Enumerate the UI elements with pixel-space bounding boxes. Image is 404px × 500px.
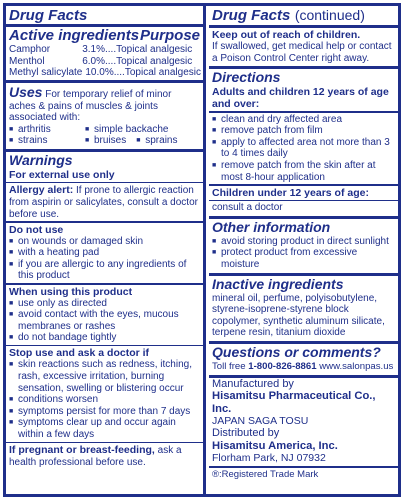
list-item: ■ apply to affected area not more than 3 to 4 times daily	[212, 137, 395, 160]
drug-facts-label	[3, 3, 401, 497]
when-using-heading: When using this product	[9, 285, 133, 298]
list-item: ■ protect product from excessive moisture	[212, 247, 395, 270]
list-item: ■ do not bandage tightly	[9, 332, 200, 344]
questions-heading: Questions or comments?	[212, 344, 381, 360]
left-column	[6, 6, 206, 494]
phone-number[interactable]: 1-800-826-8861	[248, 361, 317, 372]
pregnant-text: ask a health professional before use.	[9, 445, 182, 468]
warnings-heading: Warnings	[9, 151, 73, 168]
ingredient-row: Camphor 3.1% .... Topical analgesic	[9, 44, 193, 55]
directions-children: Children under 12 years of age:	[212, 186, 369, 199]
list-item: ■ use only as directed	[9, 298, 200, 310]
list-item: ■ clean and dry affected area	[212, 114, 395, 126]
list-item: ■ symptoms persist for more than 7 days	[9, 406, 200, 418]
directions-children-text: consult a doctor	[212, 202, 283, 214]
external-use-text: For external use only	[9, 168, 115, 181]
drug-facts-continued-title: Drug Facts	[212, 7, 291, 24]
list-item: ■ if you are allergic to any ingredients of this product	[9, 259, 200, 282]
toll-free-label: Toll free	[212, 361, 246, 372]
manufactured-by-label: Manufactured by	[212, 377, 294, 390]
manufacturer-location: JAPAN SAGA TOSU	[212, 415, 309, 428]
pregnant-label: If pregnant or breast-feeding,	[9, 444, 155, 457]
do-not-use-heading: Do not use	[9, 223, 64, 236]
list-item: ■ symptoms clear up and occur again within a few days	[9, 417, 200, 440]
distributor-name: Hisamitsu America, Inc.	[212, 439, 338, 452]
list-item: ■ remove patch from the skin after at most 8-hour application	[212, 160, 395, 183]
ingredient-row: Methyl salicylate 10.0% .... Topical analgesic	[9, 67, 202, 78]
keep-out-text: If swallowed, get medical help or contact a Poison Control Center right away.	[212, 41, 392, 64]
directions-adults: Adults and children 12 years of age and over:	[212, 86, 389, 111]
list-item: ■ conditions worsen	[9, 394, 200, 406]
list-item: ■ with a heating pad	[9, 247, 200, 259]
list-item: ■ remove patch from film	[212, 125, 395, 137]
list-item: ■ on wounds or damaged skin	[9, 236, 200, 248]
right-column	[209, 6, 398, 494]
uses-item: ■ arthritis	[9, 124, 75, 136]
directions-heading: Directions	[212, 69, 281, 86]
purpose-heading: Purpose	[139, 27, 200, 44]
manufacturer-name: Hisamitsu Pharmaceutical Co., Inc.	[212, 390, 376, 415]
list-item: ■ skin reactions such as redness, itching, rash, excessive irritation, burning sensation, swelling or blistering occur	[9, 359, 200, 394]
uses-item: ■ sprains	[136, 135, 177, 147]
uses-heading: Uses	[9, 83, 43, 100]
uses-item: ■ simple backache	[85, 124, 168, 136]
website-link[interactable]: www.salonpas.us	[319, 361, 394, 372]
inactive-ingredients-text: mineral oil, perfume, polyisobutylene, styrene-isoprene-styrene block copolymer, synthetic aluminum silicate, terpene resin, titanium dioxide	[212, 292, 385, 339]
uses-item: ■ strains	[9, 135, 75, 147]
other-information-heading: Other information	[212, 218, 331, 235]
list-item: ■ avoid storing product in direct sunlight	[212, 236, 395, 248]
ingredient-row: Menthol 6.0% .... Topical analgesic	[9, 55, 193, 67]
inactive-ingredients-heading: Inactive ingredients	[212, 275, 344, 292]
keep-out-heading: Keep out of reach of children.	[212, 29, 361, 41]
continued-label: (continued)	[294, 7, 365, 23]
uses-intro: For temporary relief of minor aches & pains of muscles & joints associated with:	[9, 88, 172, 124]
drug-facts-title: Drug Facts	[9, 7, 88, 24]
trademark-note: ®:Registered Trade Mark	[212, 468, 319, 480]
distributed-by-label: Distributed by	[212, 427, 280, 440]
active-ingredients-heading: Active ingredients	[9, 27, 140, 44]
stop-use-heading: Stop use and ask a doctor if	[9, 347, 150, 360]
uses-item: ■ bruises	[85, 135, 126, 147]
distributor-location: Florham Park, NJ 07932	[212, 452, 326, 465]
list-item: ■ avoid contact with the eyes, mucous membranes or rashes	[9, 309, 200, 332]
allergy-alert-text: If prone to allergic reaction from aspirin or salicylates, consult a doctor before use.	[9, 185, 198, 220]
allergy-alert-label: Allergy alert:	[9, 184, 74, 197]
